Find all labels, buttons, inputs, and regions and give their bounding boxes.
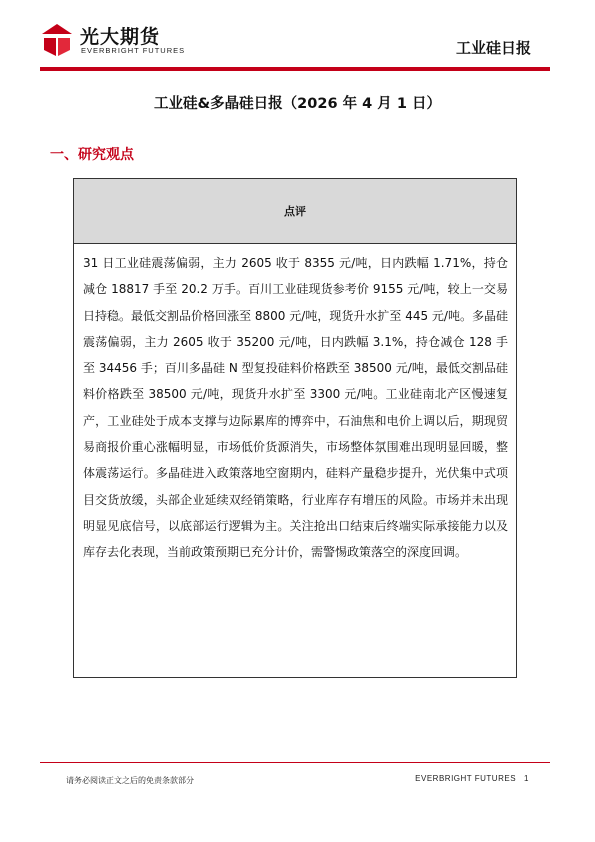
report-type-label: 工业硅日报 — [455, 39, 531, 57]
document-title: 工业硅&多晶硅日报（2026 年 4 月 1 日） — [154, 96, 441, 112]
footer-disclaimer: 请务必阅读正文之后的免责条款部分 — [66, 776, 194, 785]
everbright-logo-icon — [40, 22, 74, 58]
brand-english-name: EVERBRIGHT FUTURES — [81, 46, 186, 55]
page-header — [0, 0, 595, 70]
header-divider — [40, 67, 550, 71]
footer-brand: EVERBRIGHT FUTURES — [415, 774, 517, 783]
section-heading: 一、研究观点 — [50, 147, 134, 163]
review-table — [73, 178, 517, 678]
footer-divider — [40, 762, 550, 763]
footer-brand-block — [415, 774, 529, 783]
brand-name: 光大期货 — [80, 26, 161, 48]
review-table-header: 点评 — [74, 179, 516, 244]
review-table-body: 31 日工业硅震荡偏弱，主力 2605 收于 8355 元/吨，日内跌幅 1.71%，持仓减仓 18817 手至 20.2 万手。百川工业硅现货参考价 9155 元/吨，较上一交易日持稳。最低交割品价格回涨至 8800 元/吨，现货升水扩至 445 元/吨。多晶硅震荡偏弱，主力 2605 收于 35200 元/吨，日内跌幅 3.1%，持仓减仓 128 手至 34456 手；百川多晶硅 N 型复投硅料价格跌至 38500 元/吨，最低交割品硅料价格跌至 38500 元/吨，现货升水扩至 3300 元/吨。工业硅南北产区慢速复产，工业硅处于成本支撑与边际累库的博弈中，石油焦和电价上调以后，期现贸易商报价重心涨幅明显，市场低价货源消失，市场整体氛围难出现明显回暖，整体震荡运行。多晶硅进入政策落地空窗期内，硅料产量稳步提升，光伏集中式项目交货放缓，头部企业延续双经销策略，行业库存有增压的风险。市场并未出现明显见底信号，以底部运行逻辑为主。关注抢出口结束后终端实际承接能力以及库存去化表现，当前政策预期已充分计价，需警惕政策落空的深度回调。 — [83, 256, 508, 560]
page-number: 1 — [524, 774, 529, 783]
